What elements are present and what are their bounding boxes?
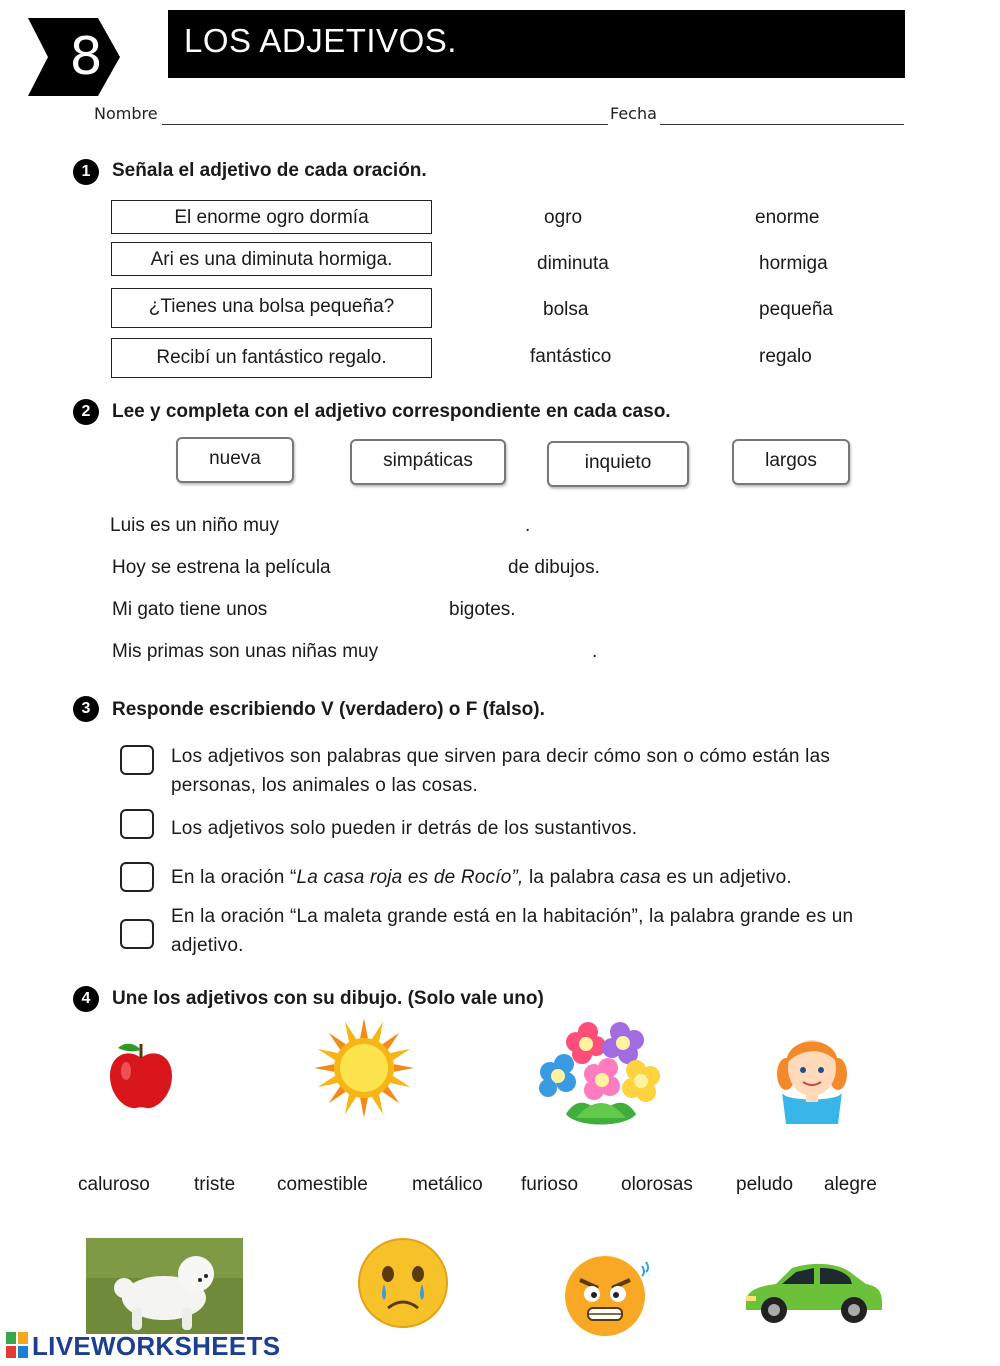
dog-image[interactable] [86, 1238, 243, 1334]
word-option-nueva[interactable]: nueva [176, 437, 294, 483]
section-1-title: Señala el adjetivo de cada oración. [112, 160, 427, 181]
fill-blank-4[interactable] [410, 638, 588, 666]
statement-3-part: la palabra [523, 867, 620, 888]
apple-image[interactable] [104, 1038, 178, 1112]
nombre-line[interactable] [162, 124, 608, 125]
fill-sentence-2-start: Hoy se estrena la película [112, 557, 331, 578]
sun-ray [372, 1094, 383, 1114]
option-word[interactable]: diminuta [537, 253, 609, 274]
section-4-title: Une los adjetivos con su dibujo. (Solo vale uno) [112, 988, 544, 1009]
section-3-number: 3 [73, 696, 99, 722]
statement-3-italic: La casa roja es de Rocío”, [296, 867, 524, 888]
section-1-number: 1 [73, 159, 99, 185]
sun-ray [345, 1022, 356, 1042]
answer-box-3[interactable] [120, 862, 154, 892]
option-word[interactable]: bolsa [543, 299, 589, 320]
sun-ray [360, 1018, 368, 1038]
sun-ray [390, 1076, 410, 1087]
fill-blank-3[interactable] [280, 596, 442, 624]
angry-face-image[interactable] [558, 1248, 652, 1340]
sun-ray [390, 1049, 410, 1060]
sun-ray [314, 1064, 334, 1072]
word-option-inquieto[interactable]: inquieto [547, 441, 689, 487]
fill-blank-2[interactable] [345, 554, 501, 582]
number-tag-text-wrap [28, 18, 120, 96]
option-word[interactable]: fantástico [530, 346, 612, 367]
sentence-box-2: Ari es una diminuta hormiga. [111, 242, 432, 276]
fill-sentence-2-end: de dibujos. [508, 557, 600, 578]
option-word[interactable]: regalo [759, 346, 812, 367]
title-bar [168, 10, 905, 78]
fill-sentence-4-start: Mis primas son unas niñas muy [112, 641, 379, 662]
section-2-number: 2 [73, 399, 99, 425]
sun-image[interactable] [312, 1016, 416, 1120]
answer-box-2[interactable] [120, 809, 154, 839]
flowers-image[interactable] [536, 1018, 666, 1130]
statement-3-part: En la oración “ [171, 867, 297, 888]
adjective-peludo[interactable]: peludo [736, 1174, 794, 1195]
fill-sentence-1-end: . [525, 515, 531, 536]
sun-ray [318, 1049, 338, 1060]
adjective-caluroso[interactable]: caluroso [78, 1174, 150, 1195]
sun-ray [394, 1064, 414, 1072]
statement-4: En la oración “La maleta grande está en la habitación”, la palabra grande es un adjetivo. [171, 906, 854, 956]
section-3-title: Responde escribiendo V (verdadero) o F (falso). [112, 699, 545, 720]
adjective-furioso[interactable]: furioso [521, 1174, 579, 1195]
liveworksheets-logo [6, 1328, 286, 1362]
option-word[interactable]: pequeña [759, 299, 833, 320]
fill-sentence-4-end: . [592, 641, 598, 662]
statement-1: Los adjetivos son palabras que sirven para decir cómo son o cómo están las personas, los animales o las cosas. [171, 746, 831, 796]
sentence-box-3: ¿Tienes una bolsa pequeña? [111, 288, 432, 328]
sentence-box-1: El enorme ogro dormía [111, 200, 432, 234]
option-word[interactable]: hormiga [759, 253, 828, 274]
lw-logo-icon [6, 1332, 28, 1358]
adjective-alegre[interactable]: alegre [824, 1174, 877, 1195]
sun-ray [345, 1094, 356, 1114]
fill-blank-1[interactable] [300, 512, 518, 540]
statement-3-italic: casa [619, 867, 661, 888]
statement-3-part: es un adjetivo. [660, 867, 792, 888]
word-option-largos[interactable]: largos [732, 439, 850, 485]
car-image[interactable] [740, 1256, 886, 1328]
option-word[interactable]: ogro [544, 207, 583, 228]
answer-box-4[interactable] [120, 919, 154, 949]
section-4-number: 4 [73, 986, 99, 1012]
girl-image[interactable] [772, 1026, 852, 1126]
crying-face-image[interactable] [356, 1236, 450, 1330]
adjective-olorosas[interactable]: olorosas [621, 1174, 693, 1195]
worksheet-number: 8 [69, 27, 103, 87]
word-option-simpaticas[interactable]: simpáticas [350, 439, 506, 485]
nombre-label: Nombre [94, 104, 158, 123]
sun-ray [318, 1076, 338, 1087]
adjective-comestible[interactable]: comestible [277, 1174, 368, 1195]
fill-sentence-1-start: Luis es un niño muy [110, 515, 279, 536]
statement-3 [171, 863, 911, 892]
fill-sentence-3-start: Mi gato tiene unos [112, 599, 268, 620]
page-title: LOS ADJETIVOS. [184, 22, 457, 59]
fecha-line[interactable] [660, 124, 904, 125]
adjective-metalico[interactable]: metálico [412, 1174, 483, 1195]
sun-ray [372, 1022, 383, 1042]
fecha-label: Fecha [610, 104, 657, 123]
option-word[interactable]: enorme [755, 207, 820, 228]
sun-ray [360, 1098, 368, 1118]
answer-box-1[interactable] [120, 745, 154, 775]
statement-2: Los adjetivos solo pueden ir detrás de los sustantivos. [171, 818, 638, 839]
section-2-title: Lee y completa con el adjetivo correspondiente en cada caso. [112, 401, 671, 422]
adjective-triste[interactable]: triste [194, 1174, 236, 1195]
fill-sentence-3-end: bigotes. [449, 599, 516, 620]
logo-text: LIVEWORKSHEETS [32, 1331, 281, 1361]
sentence-box-4: Recibí un fantástico regalo. [111, 338, 432, 378]
